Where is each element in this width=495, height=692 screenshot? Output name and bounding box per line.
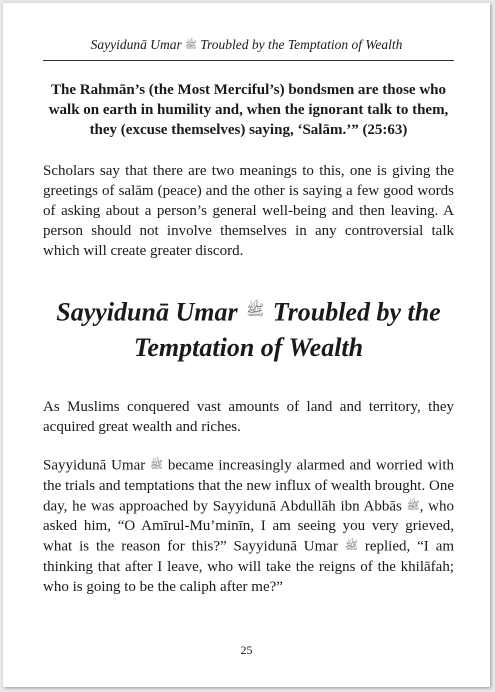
header-title-part-2: Troubled by the Temptation of Wealth [200, 37, 403, 52]
honorific-glyph: ﷺ [406, 499, 420, 512]
section-heading [23, 293, 474, 366]
paragraph-text: became increasingly alarmed and worried with the trials and temptations that the new influx of wealth brought. One day, he was approached by Sayyidunā Abdullāh ibn Abbās [43, 457, 455, 515]
page-number: 25 [240, 643, 253, 657]
header-title-part-1: Sayyidunā Umar [90, 37, 182, 52]
paragraph-text: , who asked him, “O Amīrul-Mu’minīn, I am seeing you very grieved, what is the reason for this?” Sayyidunā Umar [43, 498, 454, 555]
heading-part-2: Troubled by the Temptation of Wealth [133, 297, 441, 363]
honorific-glyph: ﷺ [344, 540, 358, 553]
heading-part-1: Sayyidunā Umar [56, 297, 238, 327]
paragraph-umar-worried [43, 455, 454, 597]
honorific-glyph: ﷺ [185, 39, 197, 51]
quranic-quote: The Rahmān’s (the Most Merciful’s) bondsmen are those who walk on earth in humility and, when the ignorant talk to them, they (excuse themselves) saying, ‘Salām.’” (25:63) [48, 82, 449, 138]
paragraph-text: replied, “I am thinking that after I leave, who will take the reigns of the khilāfah; who is going to be the caliph after me?” [43, 538, 455, 595]
honorific-glyph: ﷺ [246, 303, 265, 319]
paragraph-text: Sayyidunā Umar [43, 457, 146, 474]
header-divider [43, 60, 454, 61]
book-page [3, 3, 490, 687]
paragraph-conquests: As Muslims conquered vast amounts of land and territory, they acquired great wealth and riches. [43, 399, 454, 435]
running-header [3, 37, 490, 53]
paragraph-salam-meanings: Scholars say that there are two meanings to this, one is giving the greetings of salām (peace) and the other is saying a few good words of asking about a person’s general well-being and then leaving. A person should not involve themselves in any controversial talk which will create greater discord. [43, 163, 454, 259]
honorific-glyph: ﷺ [150, 459, 164, 471]
